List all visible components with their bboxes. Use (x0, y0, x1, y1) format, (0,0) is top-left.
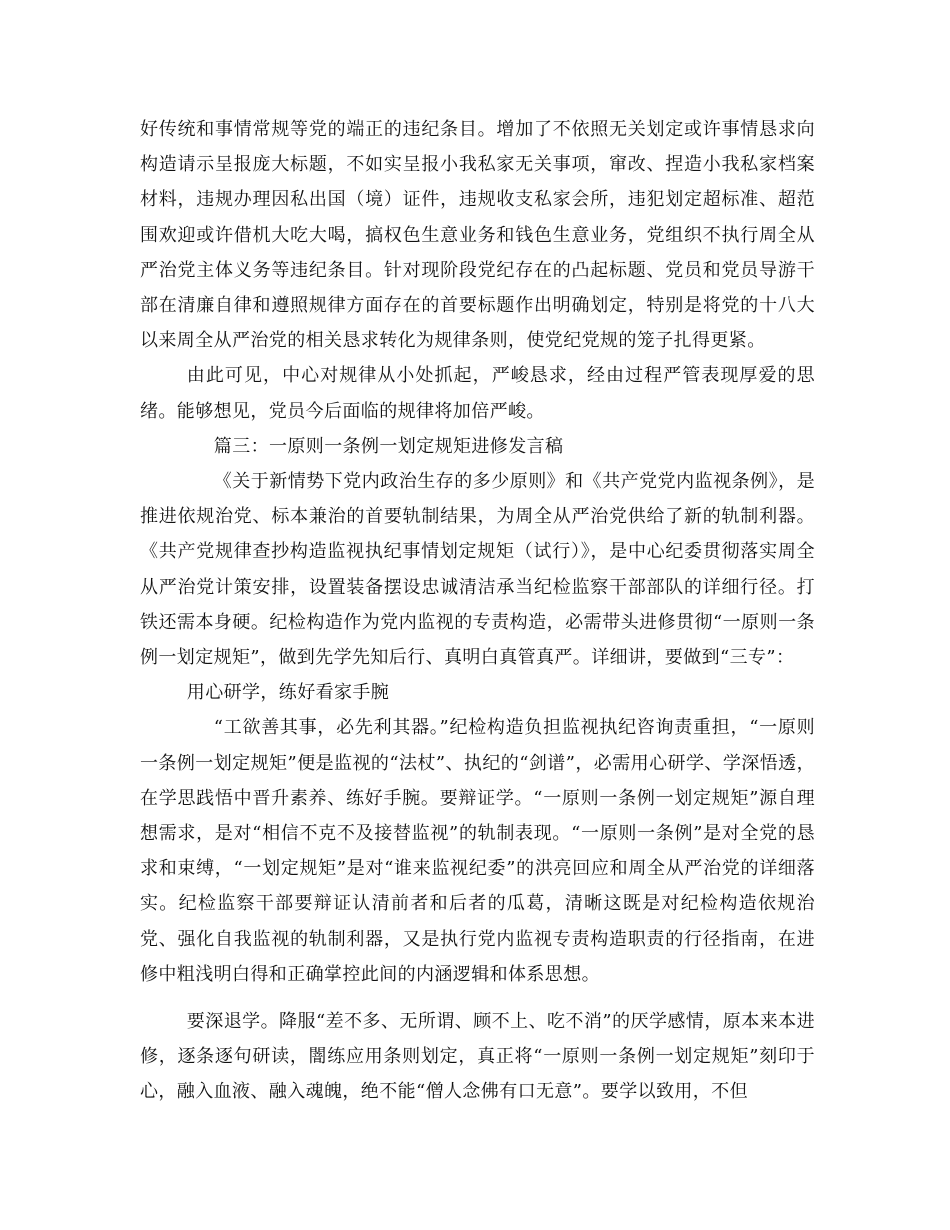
section-heading: 篇三：一原则一条例一划定规矩进修发言稿 (213, 435, 564, 457)
document-body (140, 112, 815, 1110)
paragraph-violation-items: 好传统和事情常规等党的端正的违纪条目。增加了不依照无关划定或许事情恳求向构造请示呈报庞大标题，不如实呈报小我私家无关事项，窜改、捏造小我私家档案材料，违规办理因私出国（境）证件，违规收支私家会所，违犯划定超标准、超范围欢迎或许借机大吃大喝，搞权色生意业务和钱色生意业务，党组织不执行周全从严治党主体义务等违纪条目。针对现阶段党纪存在的凸起标题、党员和党员导游干部在清廉自律和遵照规律方面存在的首要标题作出明确划定，特别是将党的十八大以来周全从严治党的相关恳求转化为规律条则，使党纪党规的笼子扎得更紧。 (140, 119, 815, 352)
paragraph-dialectical-study: “工欲善其事，必先利其器。”纪检构造负担监视执纪咨询责重担，“一原则一条例一划定规矩”便是监视的“法杖”、执纪的“剑谱”，必需用心研学、学深悟透，在学思践悟中晋升素养、练好手腕。要辩证学。“一原则一条例一划定规矩”源自理想需求，是对“相信不克不及接替监视”的轨制表现。“一原则一条例”是对全党的恳求和束缚，“一划定规矩”是对“谁来监视纪委”的洪亮回应和周全从严治党的详细落实。纪检监察干部要辩证认清前者和后者的瓜葛，清晰这既是对纪检构造依规治党、强化自我监视的轨制利器，又是执行党内监视专责构造职责的行径指南，在进修中粗浅明白得和正确掌控此间的内涵逻辑和体系思想。 (140, 717, 815, 985)
subheading-study: 用心研学，练好看家手腕 (186, 682, 390, 704)
paragraph-conclusion: 由此可见，中心对规律从小处抓起，严峻恳求，经由过程严管表现厚爱的思绪。能够想见，党员今后面临的规律将加倍严峻。 (140, 365, 815, 422)
paragraph-deep-study: 要深退学。降服“差不多、无所谓、顾不上、吃不消”的厌学感情，原本来本进修，逐条逐句研读，闇练应用条则划定，真正将“一原则一条例一划定规矩”刻印于心，融入血液、融入魂魄，绝不能“僧人念佛有口无意”。要学以致用，不但 (140, 1011, 815, 1103)
paragraph-rules-intro: 《关于新情势下党内政治生存的多少原则》和《共产党党内监视条例》，是推进依规治党、标本兼治的首要轨制结果，为周全从严治党供给了新的轨制利器。《共产党规律查抄构造监视执纪事情划定规矩（试行）》，是中心纪委贯彻落实周全从严治党计策安排，设置装备摆设忠诚清洁承当纪检监察干部部队的详细行径。打铁还需本身硬。纪检构造作为党内监视的专责构造，必需带头进修贯彻“一原则一条例一划定规矩”，做到先学先知后行、真明白真管真严。详细讲，要做到“三专”： (140, 471, 815, 669)
